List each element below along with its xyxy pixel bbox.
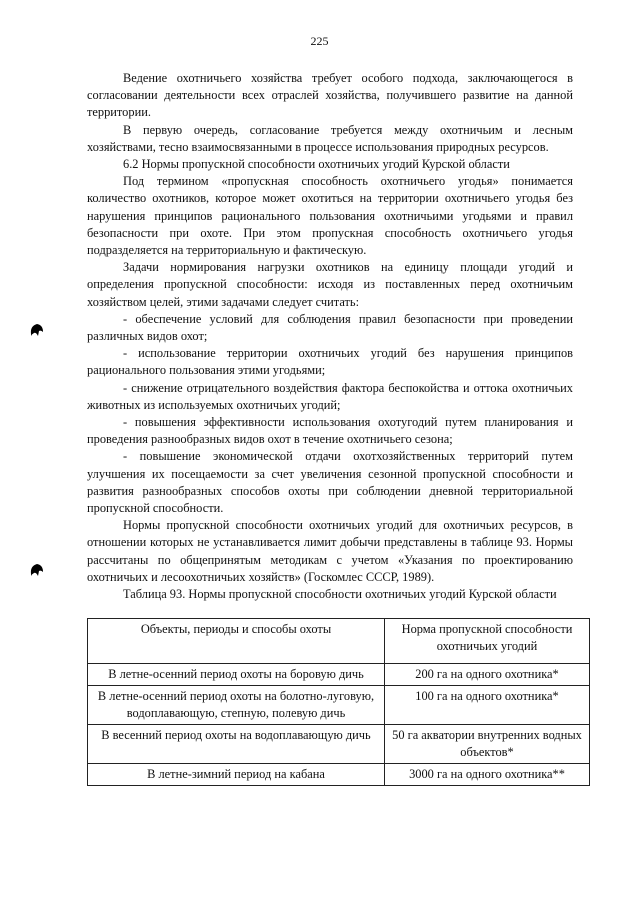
table-caption: Таблица 93. Нормы пропускной способности охотничьих угодий Курской области [123,587,557,602]
task-item: - снижение отрицательного воздействия фактора беспокойства и оттока охотничьих животных из используемых охотничьих угодий; [87,380,573,412]
table-cell: В весенний период охоты на водоплавающую дичь [88,725,385,764]
table-row [88,664,590,686]
page-number: 225 [310,34,329,48]
document-body [87,70,573,603]
table-cell: В летне-зимний период на кабана [88,764,385,786]
task-item: - использование территории охотничьих угодий без нарушения принципов рационального пользования этими угодьями; [87,346,573,378]
binder-mark-icon [30,562,44,578]
table-cell: В летне-осенний период охоты на боровую дичь [88,664,385,686]
paragraph: Ведение охотничьего хозяйства требует особого подхода, заключающегося в согласовании деятельности всех отраслей хозяйства, получившего развитие на данной территории. [87,71,573,120]
paragraph: В первую очередь, согласование требуется между охотничьим и лесным хозяйствами, тесно взаимосвязанными в процессе использования природных ресурсов. [87,122,573,154]
section-heading: 6.2 Нормы пропускной способности охотничьих угодий Курской области [123,157,510,172]
table-header-cell: Норма пропускной способности охотничьих угодий [385,619,590,664]
table-row [88,725,590,764]
table-header-row [88,619,590,664]
table-cell: 100 га на одного охотника* [385,686,590,725]
table-cell: 50 га акватории внутренних водных объектов* [385,725,590,764]
table-header-cell: Объекты, периоды и способы охоты [88,619,385,664]
table-cell: В летне-осенний период охоты на болотно-луговую, водоплавающую, степную, полевую дичь [88,686,385,725]
paragraph-norms: Нормы пропускной способности охотничьих угодий для охотничьих ресурсов, в отношении которых не устанавливается лимит добычи представлены в таблице 93. Нормы рассчитаны по общепринятым методикам с учетом «Указания по проектированию охотничьих и лесоохотничьих хозяйств» (Госкомлес СССР, 1989). [87,518,573,584]
table-cell: 200 га на одного охотника* [385,664,590,686]
paragraph-tasks-intro: Задачи нормирования нагрузки охотников на единицу площади угодий и определения пропускной способности: исходя из поставленных перед охотничьим хозяйством целей, этими задачами следует считать: [87,260,573,309]
task-item: - повышение экономической отдачи охотхозяйственных территорий путем улучшения их посещаемости за счет увеличения сезонной пропускной способности и развития разнообразных способов охоты при соблюдении дневной территориальной пропускной способности. [87,449,573,516]
task-item: - обеспечение условий для соблюдения правил безопасности при проведении различных видов охот; [87,311,573,344]
paragraph-definition: Под термином «пропускная способность охотничьего угодья» понимается количество охотников, которое может охотиться на территории охотничьего угодья без нарушения принципов рационального пользования охотничьими угодьями и правил безопасности при охоте. При этом пропускная способность охотничьего угодья подразделяется на территориальную и фактическую. [87,174,573,258]
table-row [88,686,590,725]
binder-mark-icon [30,322,44,338]
task-item: - повышения эффективности использования охотугодий путем планирования и проведения разнообразных видов охот в течение охотничьего сезона; [87,415,573,447]
table-cell: 3000 га на одного охотника** [385,764,590,786]
table-row [88,764,590,786]
norms-table [87,618,590,786]
